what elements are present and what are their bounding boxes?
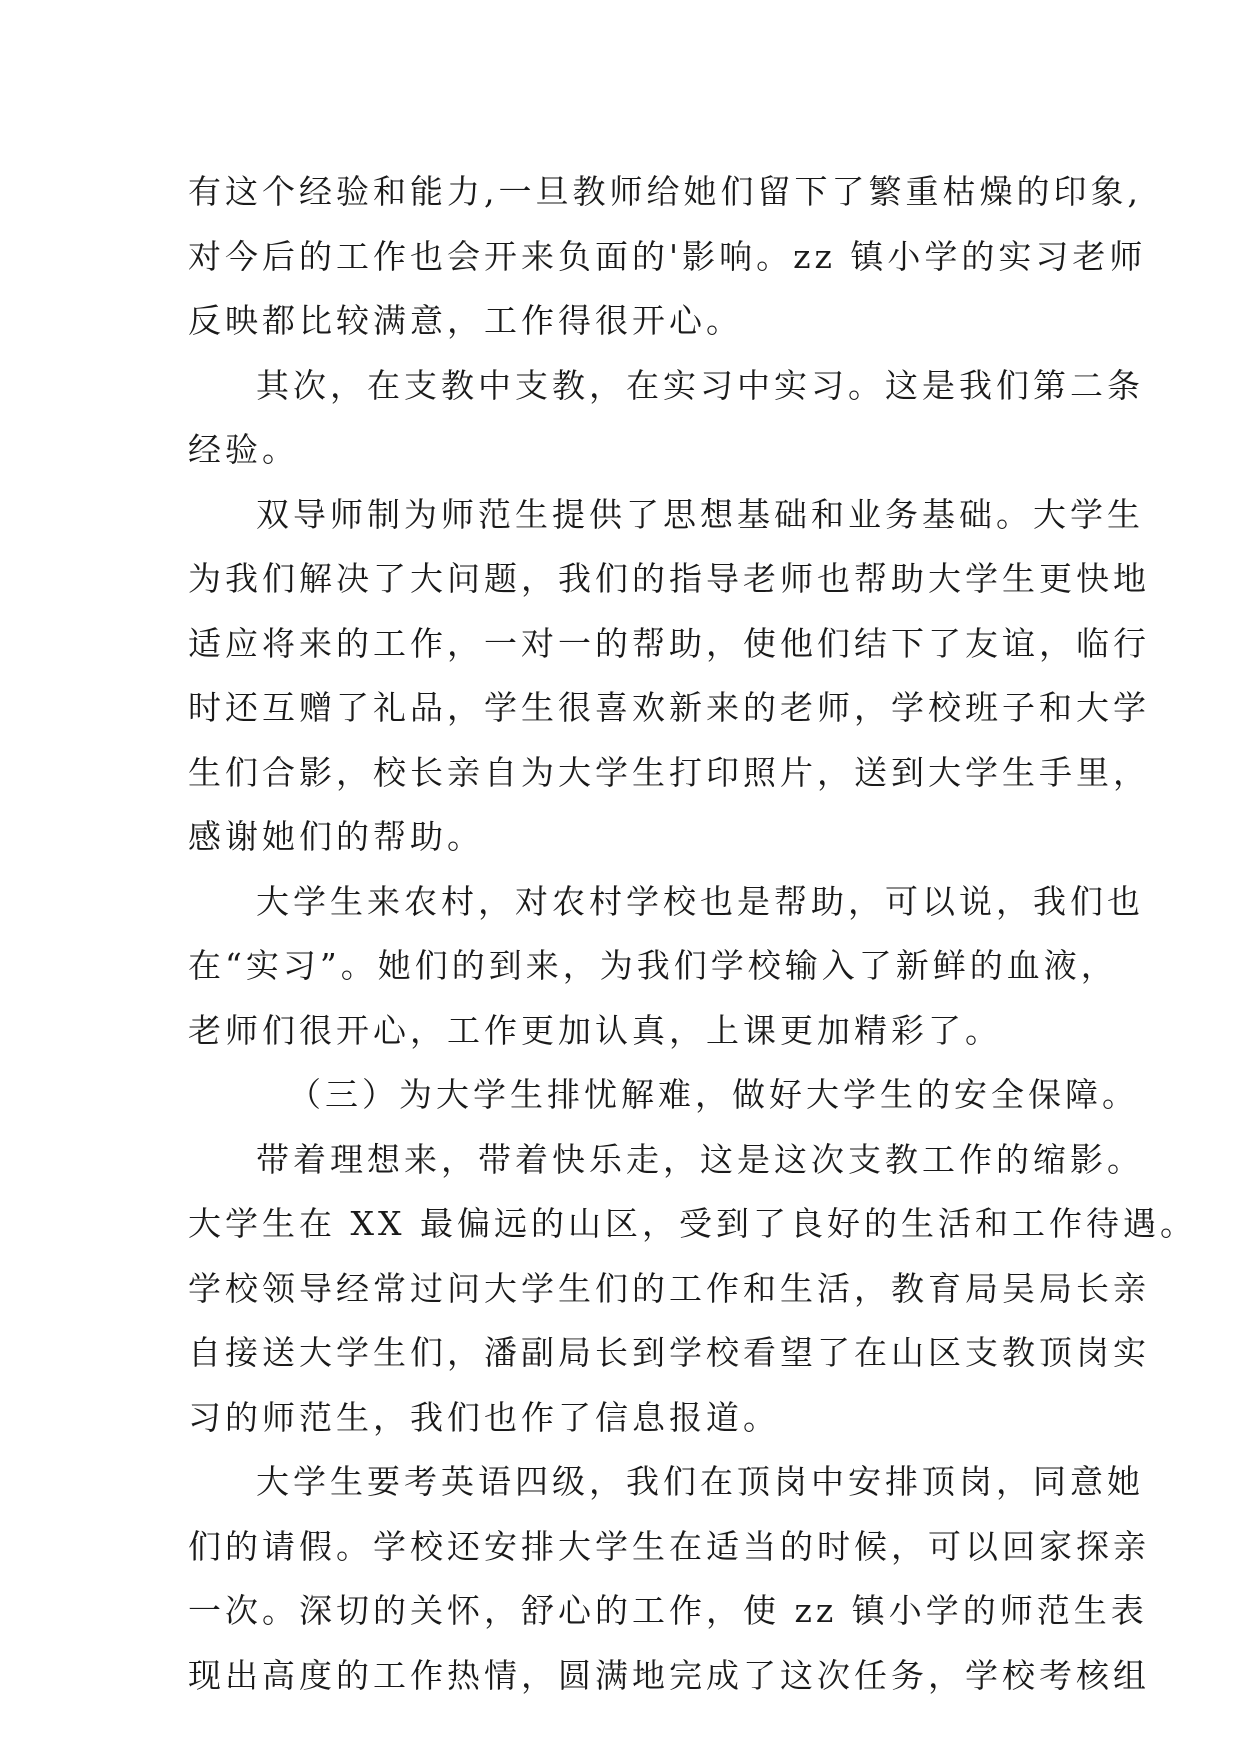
text-line: 生们合影，校长亲自为大学生打印照片，送到大学生手里， xyxy=(188,752,1150,792)
text-line: 有这个经验和能力,一旦教师给她们留下了繁重枯燥的印象, xyxy=(188,172,1142,211)
text-line: 一次。深切的关怀，舒心的工作，使 zz 镇小学的师范生表 xyxy=(188,1591,1148,1630)
text-line: 在“实习”。她们的到来，为我们学校输入了新鲜的血液， xyxy=(188,946,1118,985)
text-line: 为我们解决了大问题，我们的指导老师也帮助大学生更快地 xyxy=(188,559,1150,598)
text-line: 现出高度的工作热情，圆满地完成了这次任务，学校考核组 xyxy=(188,1655,1150,1695)
text-line: 大学生在 XX 最偏远的山区，受到了良好的生活和工作待遇。 xyxy=(188,1204,1197,1243)
text-line: 双导师制为师范生提供了思想基础和业务基础。大学生 xyxy=(256,494,1144,534)
body-text xyxy=(188,160,1197,1708)
text-line: 带着理想来，带着快乐走，这是这次支教工作的缩影。 xyxy=(256,1139,1144,1179)
text-line: 习的师范生，我们也作了信息报道。 xyxy=(188,1397,780,1437)
text-line: 大学生要考英语四级，我们在顶岗中安排顶岗，同意她 xyxy=(256,1462,1144,1501)
text-line: （三）为大学生排忧解难，做好大学生的安全保障。 xyxy=(288,1075,1139,1114)
text-line: 大学生来农村，对农村学校也是帮助，可以说，我们也 xyxy=(256,881,1144,921)
text-line: 时还互赠了礼品，学生很喜欢新来的老师，学校班子和大学 xyxy=(188,688,1150,727)
text-line: 感谢她们的帮助。 xyxy=(188,817,484,856)
text-line: 反映都比较满意，工作得很开心。 xyxy=(188,301,743,340)
text-line: 其次，在支教中支教，在实习中实习。这是我们第二条 xyxy=(256,365,1144,405)
text-line: 对今后的工作也会开来负面的'影响。zz 镇小学的实习老师 xyxy=(188,236,1147,276)
text-line: 适应将来的工作，一对一的帮助，使他们结下了友谊，临行 xyxy=(188,623,1150,663)
text-line: 经验。 xyxy=(188,430,299,469)
text-line: 学校领导经常过问大学生们的工作和生活，教育局吴局长亲 xyxy=(188,1268,1150,1308)
text-line: 老师们很开心，工作更加认真，上课更加精彩了。 xyxy=(188,1010,1002,1050)
text-line: 自接送大学生们，潘副局长到学校看望了在山区支教顶岗实 xyxy=(188,1333,1150,1372)
text-line: 们的请假。学校还安排大学生在适当的时候，可以回家探亲 xyxy=(188,1526,1150,1566)
